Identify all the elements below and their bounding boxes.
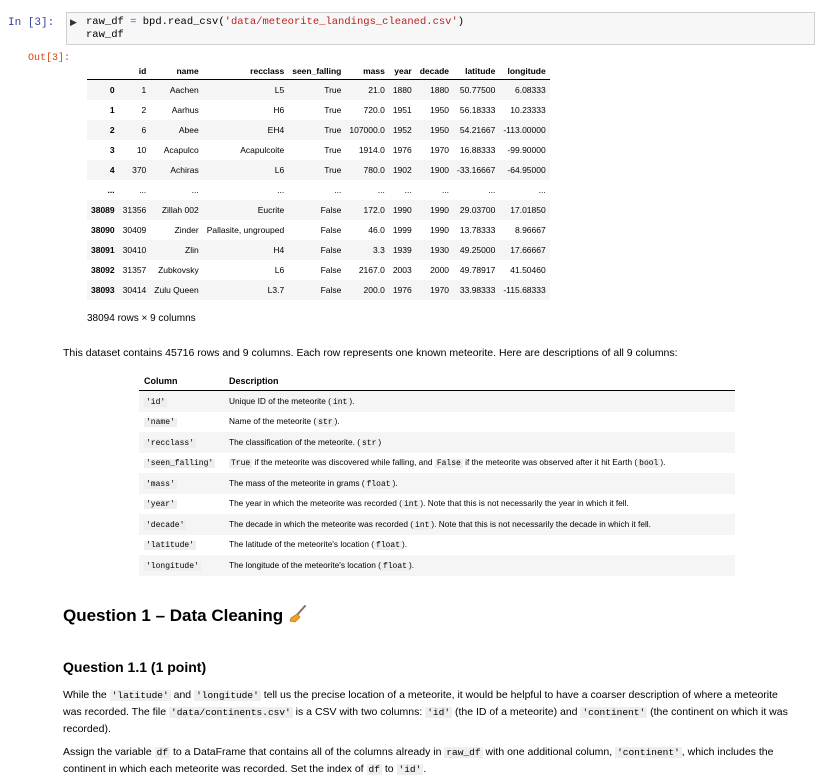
table-cell: Zlin: [185, 245, 199, 255]
table-row: [139, 514, 735, 535]
table-cell: 17.66667: [510, 245, 546, 255]
table-cell: H6: [273, 105, 285, 115]
table-cell: ...: [277, 185, 285, 195]
column-header: year: [389, 62, 416, 80]
text-segment: Assign the variable: [63, 746, 155, 758]
broom-icon: [289, 605, 307, 628]
code-token: bpd.read_csv(: [136, 16, 225, 28]
table-cell: ...: [488, 185, 496, 195]
inline-code: True: [231, 459, 251, 469]
row-index: 0: [109, 85, 115, 95]
column-header: decade: [416, 62, 453, 80]
table-cell: True: [324, 165, 342, 175]
inline-code: 'mass': [146, 479, 175, 489]
text-segment: The longitude of the meteorite's location (: [229, 559, 381, 570]
table-cell: True: [324, 105, 342, 115]
table-row: [87, 220, 550, 240]
row-index: 38090: [91, 225, 115, 235]
text-segment: if the meteorite was discovered while falling, and: [252, 457, 435, 468]
table-cell: 50.77500: [459, 85, 496, 95]
table-cell: 17.01850: [510, 205, 546, 215]
output-prompt: Out[3]:: [28, 53, 71, 64]
table-cell: 49.78917: [459, 265, 496, 275]
table-row: [87, 180, 550, 200]
inline-code: False: [436, 459, 461, 469]
table-cell: Acapulcoite: [240, 145, 285, 155]
table-cell: Eucrite: [257, 205, 285, 215]
row-index: 3: [109, 145, 115, 155]
text-segment: (the continent on which it was recorded).: [63, 706, 788, 735]
inline-code: bool: [639, 459, 659, 469]
inline-code: int: [415, 520, 430, 530]
table-cell: 6: [141, 125, 147, 135]
column-name-cell: [139, 514, 224, 535]
table-cell: 1970: [430, 285, 450, 295]
table-row: [87, 240, 550, 260]
column-header: latitude: [453, 62, 499, 80]
text-segment: ).: [334, 416, 340, 427]
inline-code: 'latitude': [146, 541, 195, 551]
table-cell: 1902: [392, 165, 412, 175]
text-segment: While the: [63, 689, 110, 701]
table-cell: -113.00000: [503, 125, 546, 135]
column-header: seen_falling: [288, 62, 345, 80]
table-cell: L6: [274, 265, 285, 275]
column-name-cell: [139, 473, 224, 494]
table-cell: 2003: [392, 265, 412, 275]
description-cell: [224, 555, 735, 576]
row-index: 38092: [91, 265, 115, 275]
inline-code: 'id': [427, 707, 451, 718]
table-cell: 1939: [392, 245, 412, 255]
table-cell: ...: [334, 185, 342, 195]
table-row: [139, 412, 735, 433]
table-cell: 1976: [392, 145, 412, 155]
text-segment: ).: [392, 477, 398, 488]
column-header: Column: [139, 371, 224, 391]
table-row: [139, 453, 735, 474]
text-segment: ): [378, 436, 382, 447]
table-cell: Aarhus: [171, 105, 199, 115]
inline-code: 'longitude': [196, 690, 259, 701]
column-header: Description: [224, 371, 735, 391]
row-index: 38091: [91, 245, 115, 255]
table-cell: False: [320, 265, 342, 275]
table-row: [87, 160, 550, 180]
column-name-cell: [139, 535, 224, 556]
text-segment: The latitude of the meteorite's location (: [229, 539, 375, 550]
table-cell: 1: [141, 85, 147, 95]
table-cell: 49.25000: [459, 245, 496, 255]
table-cell: 41.50460: [510, 265, 546, 275]
code-token: =: [130, 16, 137, 28]
table-cell: 1880: [392, 85, 412, 95]
inline-code: 'id': [398, 764, 422, 775]
description-cell: [224, 391, 735, 412]
table-cell: 30409: [122, 225, 147, 235]
description-cell: [224, 473, 735, 494]
inline-code: df: [156, 747, 169, 758]
table-cell: True: [324, 85, 342, 95]
row-index: 4: [109, 165, 115, 175]
table-cell: 1950: [430, 125, 450, 135]
description-cell: [224, 535, 735, 556]
text-segment: Unique ID of the meteorite (: [229, 395, 331, 406]
table-cell: 1952: [392, 125, 412, 135]
table-cell: Zubkovsky: [158, 265, 199, 275]
column-header: name: [150, 62, 202, 80]
inline-code: str: [361, 438, 377, 448]
table-cell: 172.0: [363, 205, 385, 215]
column-header: mass: [345, 62, 388, 80]
table-header-row: [87, 62, 550, 80]
inline-code: int: [403, 500, 419, 510]
table-row: [87, 200, 550, 220]
table-cell: 2000: [430, 265, 450, 275]
code-token: raw_df: [86, 16, 131, 28]
column-name-cell: [139, 391, 224, 412]
column-name-cell: [139, 555, 224, 576]
table-cell: ...: [377, 185, 385, 195]
table-cell: False: [320, 245, 342, 255]
table-cell: True: [324, 125, 342, 135]
inline-code: df: [368, 764, 380, 775]
table-row: [87, 80, 550, 101]
text-segment: is a CSV with two columns:: [292, 706, 426, 718]
table-row: [139, 432, 735, 453]
inline-code: 'id': [146, 397, 166, 407]
table-cell: Pallasite, ungrouped: [206, 225, 285, 235]
table-cell: EH4: [267, 125, 285, 135]
question-1-heading: [63, 605, 307, 628]
table-cell: Acapulco: [163, 145, 199, 155]
table-cell: 46.0: [368, 225, 385, 235]
table-row: [139, 535, 735, 556]
table-cell: Zulu Queen: [154, 285, 199, 295]
table-cell: ...: [538, 185, 546, 195]
inline-code: raw_df: [446, 747, 481, 758]
inline-code: int: [332, 397, 348, 407]
table-row: [139, 555, 735, 576]
table-cell: -64.95000: [507, 165, 546, 175]
description-cell: [224, 412, 735, 433]
description-cell: [224, 514, 735, 535]
table-cell: 1930: [430, 245, 450, 255]
table-cell: -99.90000: [507, 145, 546, 155]
table-cell: 1970: [430, 145, 450, 155]
text-segment: .: [423, 763, 427, 775]
table-cell: 780.0: [363, 165, 385, 175]
column-description-table: [139, 371, 735, 576]
table-row: [139, 494, 735, 515]
row-index: 2: [109, 125, 115, 135]
table-cell: 21.0: [368, 85, 385, 95]
table-cell: 31356: [122, 205, 147, 215]
column-name-cell: [139, 494, 224, 515]
table-cell: 30410: [122, 245, 147, 255]
table-row: [139, 473, 735, 494]
table-cell: True: [324, 145, 342, 155]
dataframe-shape: 38094 rows × 9 columns: [87, 313, 196, 324]
text-segment: ).: [349, 395, 355, 406]
row-index: 38093: [91, 285, 115, 295]
inline-code: 'name': [146, 418, 175, 428]
table-cell: Achiras: [170, 165, 199, 175]
table-cell: 1999: [392, 225, 412, 235]
text-segment: with one additional column,: [482, 746, 616, 758]
table-cell: False: [320, 225, 342, 235]
input-prompt: In [3]:: [8, 17, 55, 29]
table-cell: ...: [139, 185, 147, 195]
text-segment: (the ID of a meteorite) and: [452, 706, 581, 718]
code-line: raw_df: [86, 29, 124, 41]
table-cell: 54.21667: [459, 125, 496, 135]
text-segment: Name of the meteorite (: [229, 416, 317, 427]
table-cell: Zillah 002: [161, 205, 199, 215]
text-segment: ).: [408, 559, 415, 570]
description-cell: [224, 494, 735, 515]
row-index: 38089: [91, 205, 115, 215]
text-segment: to: [381, 763, 397, 775]
table-cell: 2167.0: [358, 265, 385, 275]
description-cell: [224, 432, 735, 453]
table-cell: ...: [404, 185, 412, 195]
cell-run-marker: ▶: [70, 17, 77, 27]
table-cell: 33.98333: [459, 285, 496, 295]
question-1-1-heading: Question 1.1 (1 point): [63, 659, 207, 675]
table-cell: 200.0: [363, 285, 385, 295]
code-line: [86, 16, 464, 28]
inline-code: str: [318, 418, 333, 428]
table-cell: 10.23333: [510, 105, 546, 115]
inline-code: 'year': [146, 500, 175, 510]
table-cell: L3.7: [267, 285, 285, 295]
text-segment: if the meteorite was observed after it hit Earth (: [462, 457, 638, 468]
text-segment: The mass of the meteorite in grams (: [229, 477, 365, 488]
table-cell: 107000.0: [349, 125, 385, 135]
table-cell: 720.0: [363, 105, 385, 115]
intro-paragraph: This dataset contains 45716 rows and 9 columns. Each row represents one known meteorite. Here are descriptions of all 9 columns:: [63, 347, 678, 359]
inline-code: 'recclass': [146, 438, 195, 448]
inline-code: 'data/continents.csv': [171, 707, 291, 718]
table-cell: 13.78333: [459, 225, 496, 235]
table-cell: 30414: [122, 285, 147, 295]
table-cell: 1914.0: [358, 145, 385, 155]
text-segment: and: [170, 689, 195, 701]
text-segment: The decade in which the meteorite was recorded (: [229, 518, 414, 529]
inline-code: 'seen_falling': [146, 459, 214, 469]
column-name-cell: [139, 453, 224, 474]
column-header: id: [119, 62, 151, 80]
text-segment: The classification of the meteorite. (: [229, 436, 360, 447]
table-cell: 1900: [430, 165, 450, 175]
dataframe-table: [87, 62, 550, 300]
row-index: 1: [109, 105, 115, 115]
column-header: recclass: [203, 62, 289, 80]
instruction-paragraph: [63, 744, 793, 778]
inline-code: float: [382, 561, 407, 571]
table-cell: 1990: [430, 225, 450, 235]
column-header: longitude: [499, 62, 549, 80]
text-segment: to a DataFrame that contains all of the columns already in: [170, 746, 445, 758]
inline-code: 'longitude': [146, 561, 199, 571]
inline-code: float: [366, 479, 391, 489]
table-row: [87, 140, 550, 160]
column-header: [87, 62, 119, 80]
column-name-cell: [139, 412, 224, 433]
table-cell: 2: [141, 105, 147, 115]
table-cell: 370: [132, 165, 147, 175]
table-cell: 1951: [392, 105, 412, 115]
heading-text: Question 1 – Data Cleaning: [63, 606, 284, 625]
inline-code: 'continent': [617, 747, 680, 758]
table-cell: 1950: [430, 105, 450, 115]
text-segment: ). Note that this is not necessarily the decade in which it fell.: [431, 518, 651, 529]
table-cell: 56.18333: [459, 105, 496, 115]
table-cell: 1990: [392, 205, 412, 215]
table-cell: 8.96667: [514, 225, 546, 235]
text-segment: ).: [402, 539, 408, 550]
table-cell: 1990: [430, 205, 450, 215]
description-cell: [224, 453, 735, 474]
table-header-row: [139, 371, 735, 391]
row-index: ...: [107, 185, 115, 195]
table-cell: 10: [136, 145, 147, 155]
table-cell: ...: [441, 185, 450, 195]
table-cell: 3.3: [372, 245, 385, 255]
table-cell: H4: [273, 245, 285, 255]
text-segment: ).: [660, 457, 666, 468]
inline-code: 'latitude': [111, 690, 169, 701]
text-segment: , which includes the continent in which each meteorite was recorded. Set the index of: [63, 746, 774, 775]
code-cell[interactable]: [66, 12, 815, 45]
table-cell: ...: [191, 185, 199, 195]
table-cell: 29.03700: [459, 205, 496, 215]
table-cell: L5: [274, 85, 285, 95]
inline-code: float: [376, 541, 401, 551]
text-segment: The year in which the meteorite was recorded (: [229, 498, 402, 509]
table-cell: Aachen: [169, 85, 199, 95]
table-cell: 1880: [430, 85, 450, 95]
table-row: [87, 260, 550, 280]
table-cell: False: [320, 205, 342, 215]
code-token: 'data/meteorite_landings_cleaned.csv': [224, 16, 458, 28]
inline-code: 'decade': [146, 520, 185, 530]
table-cell: L6: [274, 165, 285, 175]
question-paragraph: [63, 687, 793, 737]
table-row: [87, 100, 550, 120]
table-row: [87, 280, 550, 300]
table-cell: 1976: [392, 285, 412, 295]
table-cell: False: [320, 285, 342, 295]
inline-code: 'continent': [582, 707, 646, 718]
text-segment: tell us the precise location of a meteorite, it would be helpful to have a coarser description of where a meteorite was recorded. The file: [63, 689, 778, 718]
table-row: [87, 120, 550, 140]
text-segment: ). Note that this is not necessarily the year in which it fell.: [420, 498, 629, 509]
table-cell: Abee: [178, 125, 199, 135]
table-cell: 6.08333: [514, 85, 546, 95]
code-token: ): [457, 16, 465, 28]
table-cell: -115.68333: [503, 285, 546, 295]
table-cell: 16.88333: [459, 145, 496, 155]
table-cell: -33.16667: [457, 165, 496, 175]
table-cell: 31357: [122, 265, 147, 275]
column-name-cell: [139, 432, 224, 453]
table-cell: Zinder: [174, 225, 199, 235]
table-row: [139, 391, 735, 412]
